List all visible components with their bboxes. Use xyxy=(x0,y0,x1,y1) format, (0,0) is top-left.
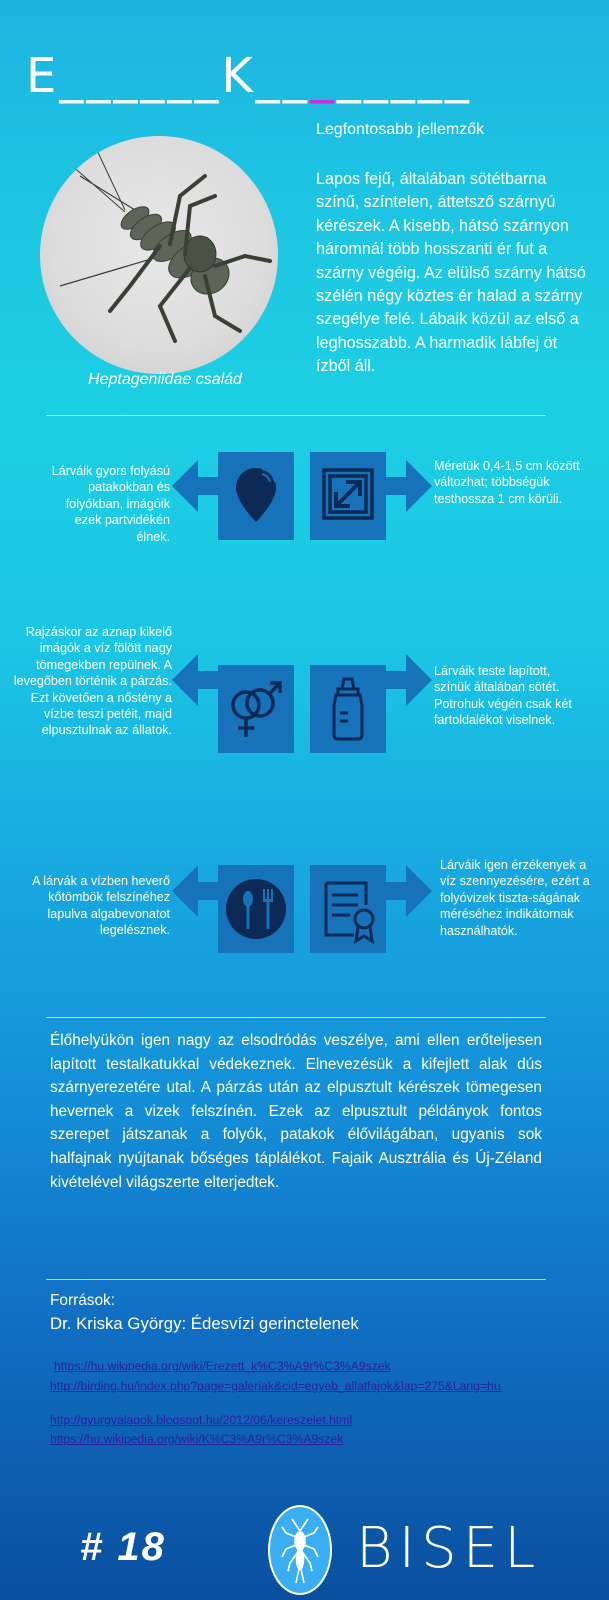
arrow-left xyxy=(172,460,198,512)
certificate-icon xyxy=(310,865,386,953)
arrow-right xyxy=(406,654,432,706)
sources-author: Dr. Kriska György: Édesvízi gerinctelenek xyxy=(50,1314,359,1333)
resize-icon xyxy=(310,452,386,540)
bottle-tile xyxy=(310,665,386,753)
photo-caption: Heptageniidae család xyxy=(88,371,242,388)
feeding-text: A lárvák a vízben heverő kőtömbök felszínéhez lapulva algabevonatot legelésznek. xyxy=(32,874,170,938)
brand-logo: BISEL xyxy=(356,1516,542,1581)
sources-heading: Források: xyxy=(50,1292,115,1309)
source-link[interactable]: http://gyurgyalagok.blogspot.hu/2012/06/kereszelet.html xyxy=(50,1413,353,1427)
source-link[interactable]: https://hu.wikipedia.org/wiki/Erezett_k%C3%A9r%C3%A9szek xyxy=(54,1359,391,1373)
title-highlight: _ xyxy=(309,48,337,104)
issue-number: # 18 xyxy=(80,1525,166,1569)
food-icon xyxy=(218,865,294,953)
title-part1: E______K__ xyxy=(26,48,310,104)
gender-tile xyxy=(218,665,294,753)
gender-icon xyxy=(218,665,294,753)
arrow-right xyxy=(406,460,432,512)
title-part2: _____ xyxy=(336,48,472,104)
size-text: Méretük 0,4-1,5 cm között változhat; többségük testhossza 1 cm körüli. xyxy=(434,459,580,506)
location-pin-icon xyxy=(218,452,294,540)
mayfly-larva-illustration xyxy=(40,136,278,374)
mayfly-logo-icon xyxy=(268,1505,332,1595)
divider xyxy=(46,1279,546,1280)
arrow-left xyxy=(172,865,198,917)
mayfly-photo xyxy=(40,136,278,374)
features-text: Lapos fejű, általában sötétbarna színű, színtelen, áttetsző szárnyú kérészek. A kisebb, hátsó szárnyon háromnál több hosszanti ér fut a szárny végéig. Az elülső szárny hátsó szélén négy köztes ér halad a szárny szegélye felé. Lábaik közül az első a leghosszabb. A harmadik lábfej öt ízből áll. xyxy=(316,170,586,376)
food-tile xyxy=(218,865,294,953)
divider xyxy=(46,415,546,416)
body-text: Lárváik teste lapított, színük általában sötét. Potrohuk végén csak két fartoldalékot viselnek. xyxy=(434,664,572,728)
source-link[interactable]: http://birding.hu/index.php?page=galeriak&cid=egyeb_allatfajok&lap=275&Lang=hu xyxy=(50,1379,501,1393)
location-tile xyxy=(218,452,294,540)
features-heading: Legfontosabb jellemzők xyxy=(316,121,485,138)
divider xyxy=(46,1017,546,1018)
source-link[interactable]: https://hu.wikipedia.org/wiki/K%C3%A9r%C3%A9szek xyxy=(50,1432,344,1446)
size-tile xyxy=(310,452,386,540)
habitat-text: Lárváik gyors folyású patakokban és folyókban, imágóik ezek partvidékén élnek. xyxy=(51,464,170,544)
baby-bottle-icon xyxy=(310,665,386,753)
mating-text: Rajzáskor az aznap kikelő imágók a víz fölött nagy tömegekben repülnek. A levegőben történik a párzás. Ezt követően a nőstény a vízbe teszi petéit, majd elpusztulnak az állatok. xyxy=(13,625,172,738)
mayfly-logo-glyph xyxy=(270,1507,330,1593)
indicator-text: Lárváik igen érzékenyek a víz szennyezésére, ezért a folyóvizek tiszta-ságának méréséhez indikátornak használhatók. xyxy=(440,858,590,938)
arrow-right xyxy=(406,865,432,917)
description-paragraph: Élőhelyükön igen nagy az elsodródás veszélye, ami ellen erőteljesen lapított testalkatukkal védekeznek. Elnevezésük a kifejlett alak dús szárnyerezetére utal. A párzás után az elpusztult kérészek tömegesen hevernek a vizek felszínén. Ezek az elpusztult példányok fontos szerepet játszanak a folyók, patakok élővilágában, ugyanis sok halfajnak nyújtanak bőséges táplálékot. Fajaik Ausztrália és Új-Zéland kivételével világszerte elterjedtek. xyxy=(50,1032,542,1191)
page-title xyxy=(26,48,596,108)
certificate-tile xyxy=(310,865,386,953)
arrow-left xyxy=(172,654,198,706)
